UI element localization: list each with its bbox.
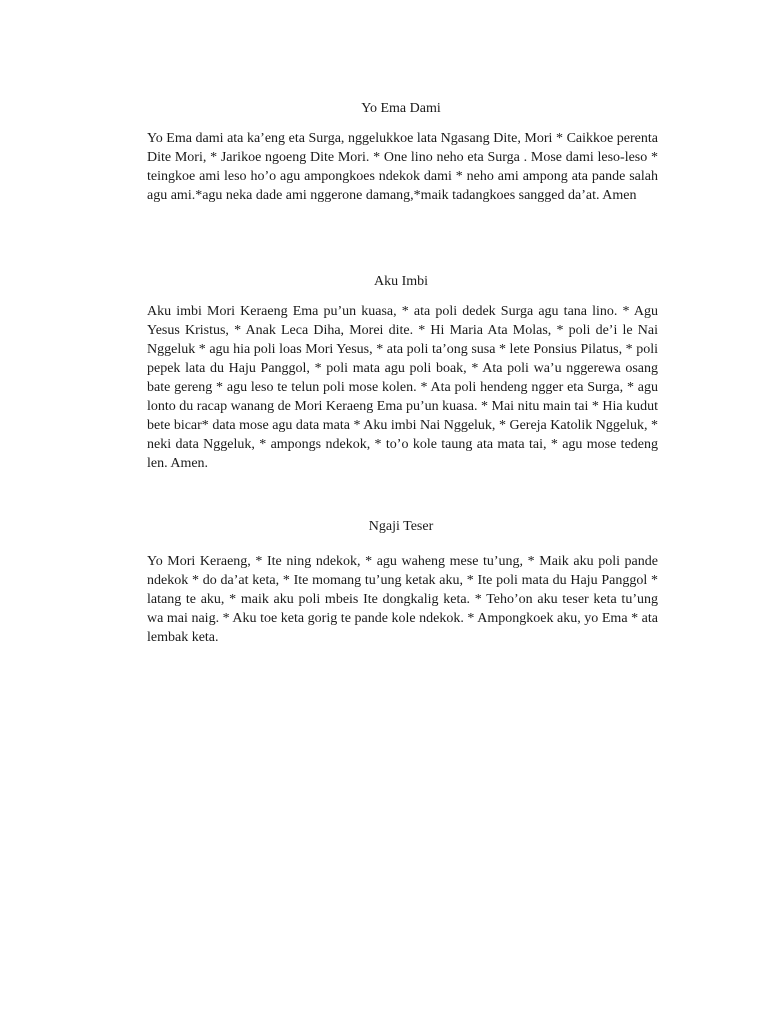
prayer-title-aku-imbi: Aku Imbi [373,274,429,289]
prayer-title-yo-ema-dami: Yo Ema Dami [361,101,441,116]
prayer-title-ngaji-teser: Ngaji Teser [368,519,434,534]
prayer-text-yo-ema-dami: Yo Ema dami ata ka’eng eta Surga, nggelukkoe lata Ngasang Dite, Mori * Caikkoe perenta Dite Mori, * Jarikoe ngoeng Dite Mori. * One lino neho eta Surga . Mose dami leso-leso * teingkoe ami leso ho’o agu ampongkoes ndekok dami * neho ami ampong ata pande salah agu ami.*agu neka dade ami nggerone damang,*maik tadangkoes sangged da’at. Amen [147,131,658,203]
prayer-text-ngaji-teser: Yo Mori Keraeng, * Ite ning ndekok, * agu waheng mese tu’ung, * Maik aku poli pande ndekok * do da’at keta, * Ite momang tu’ung ketak aku, * Ite poli mata du Haju Panggol * latang te aku, * maik aku poli mbeis Ite dongkalig keta. * Teho’on aku teser keta tu’ung wa mai naig. * Aku toe keta gorig te pande kole ndekok. * Ampongkoek aku, yo Ema * ata lembak keta. [147,554,658,645]
prayer-text-aku-imbi: Aku imbi Mori Keraeng Ema pu’un kuasa, * ata poli dedek Surga agu tana lino. * Agu Yesus Kristus, * Anak Leca Diha, Morei dite. * Hi Maria Ata Molas, * poli de’i le Nai Nggeluk * agu hia poli loas Mori Yesus, * ata poli ta’ong susa * lete Ponsius Pilatus, * poli pepek lata du Haju Panggol, * poli mata agu poli boak, * Ata poli wa’u nggerewa osang bate gereng * agu leso te telun poli mose kolen. * Ata poli hendeng ngger eta Surga, * agu lonto du racap wanang de Mori Keraeng Ema pu’un kuasa. * Mai nitu main tai * Hia kudut bete bicar* data mose agu data mata * Aku imbi Nai Nggeluk, * Gereja Katolik Nggeluk, * neki data Nggeluk, * ampongs ndekok, * to’o kole taung ata mata tai, * agu mose tedeng len. Amen. [147,304,658,471]
